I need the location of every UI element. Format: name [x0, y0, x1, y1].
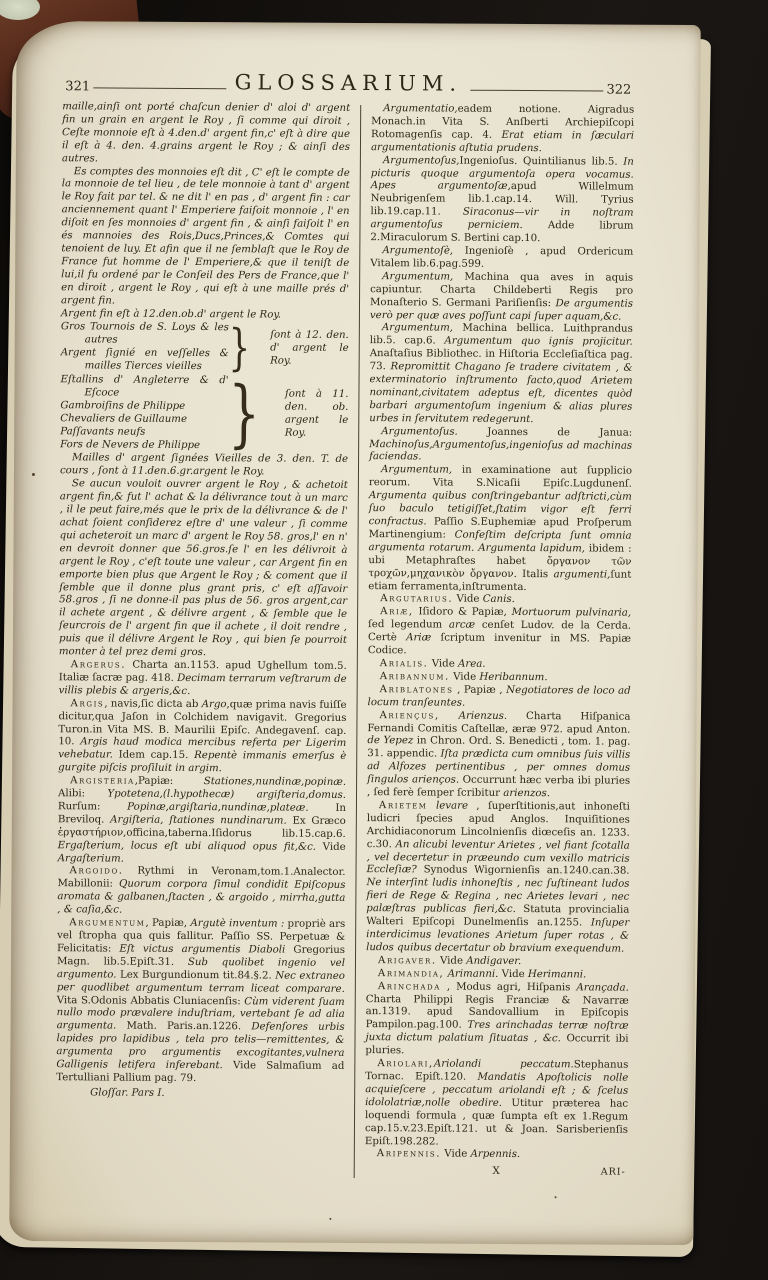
text-run: Vita S.Odonis Abbatis Cluniacenſis: — [56, 994, 245, 1007]
text-run: Arienzus. — [439, 710, 508, 722]
curly-brace-icon: } — [228, 318, 251, 377]
brace-item-list — [61, 322, 229, 375]
entry-headword: Arigaver. — [377, 954, 437, 967]
entry-headword: Arinchada — [377, 980, 441, 993]
entry-headword: Ariæ, — [380, 606, 414, 618]
text-run: Vide — [316, 841, 346, 853]
text-run: Argumentum, — [380, 464, 453, 476]
text-run: Argis haud modica mercibus referta per Ligerim vehebatur. — [58, 736, 347, 761]
text-run: Ergaſterium, locus eſt ubi aliquod opus fit,&c. — [57, 839, 317, 853]
entry-headword: Argoido. — [69, 865, 124, 878]
text-run: Heribannum. — [479, 671, 548, 684]
text-run: , navis,ſic dicta ab — [104, 698, 202, 710]
text-run: Es comptes des monnoies eſt dit , C' eſt le compte de la monnoie de tel lieu , de tele monnoie à tant d' argent le Roy fait par tel. & ne dit l' en pas , d' argent fin : car anciennement quant l' Emperiere faiſoit monnoie , l' en diſoit en ſes monnoies d' argent fin , & ainſi faiſoit l' en és mannoies des Rois,Ducs,Princes,& Comtes qui tenoient de luy. Et afin que il ne ſemblaſt que le Roy de France fut homme de l' Emperiere,& que il teniſt de lui,il fu ordené par le Conſeil des Pers de France,que l' en diroit , argent le Roy , qui eſt à une maille prés d' argent fin. — [60, 165, 350, 307]
text-run: Arançada. — [576, 981, 629, 994]
text-run: Argumenta quibus conſtringebantur adſtricti,cùm ſuo baculo tetigiſſet,ſtatim vigor eſt ferri confractus. — [368, 490, 632, 528]
text-run: Vide Salmaſium ad Tertulliani Pallium pag. 79. — [56, 1060, 345, 1085]
text-run: Iſta prædicta cum omnibus ſuis villis ad Alfozes pertinentibus , per omnes domus ſingulos arienços. — [367, 748, 631, 786]
entry-paragraph — [365, 1058, 629, 1150]
entry-paragraph — [61, 166, 350, 310]
entry-paragraph — [56, 917, 345, 1087]
entry-paragraph — [366, 800, 630, 956]
page-content — [10, 21, 701, 1180]
signature-row — [365, 1165, 628, 1180]
text-run: Machina bellica. Luithprandus lib.5. cap.6. — [369, 322, 633, 347]
text-run: Cùm viderent ſuam nullo modo prævalere induſtriam, vertebant ſe ad alia argumenta. — [56, 995, 345, 1032]
brace-item: Gambroiſins de Philippe — [60, 400, 186, 412]
text-run: Tres arinchadas terræ noſtræ juxta dictum palatium ſituatas , &c. — [365, 1020, 629, 1045]
text-run: Vide — [453, 594, 483, 606]
entry-headword: Arietem — [378, 800, 428, 812]
book-page — [9, 21, 700, 1245]
entry-headword: Ariençus, — [379, 709, 440, 722]
entry-headword: Ariolari, — [377, 1058, 434, 1070]
text-run: levare — [427, 800, 469, 812]
brace-result: ſont à 12. den. d' argent le Roy. — [270, 329, 349, 367]
text-run: Repromittit Chagano ſe tradere civitatem , & exterminatorio inſtrumento facto,quod Arietem nominant,civitatem adeptus eſt, dicentes quòd barbari argumentoſum ingenium & alias plures urbes in ſervitutem redegerunt. — [369, 361, 633, 425]
ink-speck — [555, 1196, 557, 1198]
text-run: Argumentoſè, — [382, 245, 454, 257]
entry-headword: Argisteria — [70, 775, 135, 787]
brace-item: Paſſavants neufs — [60, 425, 146, 438]
text-run: Inſuper interdicimus levationes Arietum ſuper rotas , & ludos quibus decertatur ob bravium exequendum. — [366, 917, 630, 955]
text-run: ,quæ prima navis fuiſſe dicitur,qua Jaſon in Colchidem navigavit. Gregorius Turon.in Vita MS. B. Maurilii Epiſc. Andegavenſ. cap. 10. — [58, 698, 347, 748]
brace-item: Gros Tournois de S. Loys & les autres — [60, 321, 229, 346]
text-run: Rurſum: — [57, 801, 128, 813]
entry-paragraph — [369, 322, 633, 427]
text-run: Synodus Wigornienſis an.1240.can.38. — [416, 864, 630, 878]
entry-headword: Arimandia, — [377, 967, 445, 980]
text-run: Quorum corpora ſimul condidit Epiſcopus aromata & galbanen,ſtacten , & argoido , mirrha,gutta , & caſia,&c. — [57, 878, 346, 916]
text-run: Defenſores urbis lapides pro lapidibus , tela pro telis—remittentes, & argumenta pro argumentis excogitantes,vulnera Galligenis letifera inferebant. — [56, 1021, 345, 1072]
column-number-right: 322 — [606, 82, 632, 98]
entry-paragraph — [370, 245, 633, 272]
text-run: arienzos. — [503, 787, 551, 800]
right-text-column — [365, 103, 635, 1180]
brace-item: Fors de Nevers de Philippe — [60, 438, 201, 451]
entry-paragraph — [365, 1148, 628, 1163]
text-run: in Chron. Ord. S. Benedicti , tom. 1. pag. 31. appendic. — [367, 735, 631, 760]
text-run: Vide — [498, 968, 528, 980]
text-run: arcæ — [448, 619, 476, 631]
text-run: Occurrit ibi pluries. — [365, 1033, 629, 1057]
text-run: In picturis quoque argumentoſa opera vocamus. Apes argumentoſæ, — [370, 156, 634, 193]
text-run: ſunt etiam ferramenta,inſtrumenta. — [368, 569, 632, 593]
text-run: Math. Paris.an.1226. — [116, 1020, 252, 1033]
entry-headword: Aripennis. — [376, 1148, 442, 1160]
brace-item: Chevaliers de Guillaume — [60, 412, 188, 425]
catchword: ARI- — [600, 1166, 626, 1178]
text-run: Mandatis Apoſtolicis nolle acquieſcere , peccatum ariolandi eſt ; & ſcelus idololatriæ,nolle obedire. — [365, 1071, 629, 1109]
text-run: Lex Burgundionum tit.84.§.2. — [116, 969, 276, 982]
text-run: Argumentum quo ignis projicitur. — [444, 335, 633, 349]
entry-paragraph — [57, 866, 345, 919]
text-run: Arimanni. — [444, 968, 499, 980]
entry-paragraph — [60, 453, 348, 481]
column-number-left: 321 — [65, 79, 91, 95]
text-run: Joannes de Janua: — [457, 426, 633, 439]
page-header — [62, 70, 634, 98]
running-title: GLOSSARIUM. — [234, 70, 463, 96]
text-run: Charta an.1153. apud Ughellum tom.5. Italiæ ſacræ pag. 418. — [58, 659, 347, 684]
entry-paragraph — [368, 684, 631, 711]
text-run: Ingenioſus. Quintilianus lib.5. — [459, 155, 624, 168]
entry-headword: Aribannum. — [379, 671, 450, 683]
text-run: Idem cap.15. — [112, 749, 195, 762]
text-run: Eſt victus argumentis Diaboli — [119, 943, 286, 956]
text-run: , Papiæ , — [453, 684, 507, 696]
entry-paragraph — [58, 775, 347, 867]
text-run: Ypotetena,(l.hypothecæ) argiſteria,domus. — [107, 788, 347, 801]
text-run: Machina qua aves in aquis capiuntur. Charta Childeberti Regis pro Monaſterio S. Germani Pariſienſis: — [369, 271, 634, 309]
text-run: Argumentum, — [382, 270, 454, 283]
text-run: An alicubi leventur Arietes , vel fiant ſcotalla , vel decertetur in præeundo cum vexillo matricis Eccleſiæ? — [366, 838, 630, 876]
text-run: , Modus agri, Hiſpanis — [440, 981, 577, 993]
text-run: in examinatione aut ſupplicio reorum. Vita S.Nicaſii Epiſc.Lugdunenſ. — [368, 464, 633, 490]
text-run: Vide — [449, 671, 480, 683]
text-run: propriè ars vel ſtropha qua quis fallitur. Paſſio SS. Perpetuæ & Felicitatis: — [57, 918, 346, 955]
text-run: Ne interſint ludis inhoneſtis , nec ſuſtineant ludos fieri de Rege & Regina , nec Arietes levari , nec palæſtras publicas fieri,&c. — [366, 877, 630, 916]
signature-mark: X — [492, 1166, 500, 1178]
entry-paragraph — [61, 308, 349, 323]
text-columns — [56, 101, 635, 1180]
text-run: de Yepez — [367, 735, 414, 747]
text-run: , ſuperſtitionis,aut inhoneſti ludicri ſpecies apud Anglos. Inquiſitiones Archidiaconorum Lincolnienſis diœceſis an. 1233. c.30. — [366, 800, 630, 850]
text-run: ſed legendum — [368, 619, 449, 631]
entry-paragraph — [370, 155, 634, 247]
text-run: Charta Philippi Regis Franciæ & Navarræ an.1319. apud Sandovallium in Epiſcopis Pampilon.pag.100. — [365, 993, 629, 1032]
entry-paragraph — [59, 659, 347, 699]
entry-headword: Arialis. — [379, 658, 429, 670]
text-run: maille,ainſi ont porté chaſcun denier d' aloi d' argent fin un grain en argent le Roy , ſi comme qui diroit , Ceſte monnoie eſt à 4.den.d' argent fin,c' eſt à dire que il eſt à 4. den. 4.grains argent le Roy ; & ainſi des autres. — [61, 101, 351, 165]
entry-paragraph — [371, 103, 634, 156]
text-run: Iſidoro & Papiæ, — [413, 606, 512, 619]
curly-brace-icon: } — [228, 371, 261, 457]
text-run: argumenti, — [553, 568, 611, 581]
text-run: Argo — [201, 698, 227, 710]
brace-result: ſont à 11. den. ob. argent le Roy. — [284, 388, 349, 439]
entry-paragraph — [369, 426, 632, 466]
text-run: Sub quolibet ingenio vel argumento. — [56, 956, 346, 981]
text-run: Ariolandi peccatum. — [433, 1058, 574, 1071]
text-run: Herimanni. — [527, 968, 587, 981]
text-run: Argumentoſus. — [381, 425, 458, 438]
text-run: Erat etiam in ſæculari argumentationis aſtutia prudens. — [370, 129, 635, 154]
text-run: ſcriptum invenitur in MS. Papiæ Codice. — [367, 632, 631, 657]
brace-item: Eſtallins d' Angleterre & d' Eſcoce — [60, 374, 229, 399]
text-run: Rythmi in Veronam,tom.1.Analector. Mabillonii: — [57, 866, 346, 890]
signature-line: Gloſſar. Pars I. — [90, 1087, 165, 1099]
text-run: Ingenioſè , apud Ordericum Vitalem lib.6.pag.599. — [370, 245, 634, 270]
text-run: ,Papiæ: — [134, 775, 204, 788]
text-run: Popinæ,argiſtaria,nundinæ,plateæ. — [127, 801, 309, 814]
brace-group — [60, 318, 349, 377]
text-run: Canis. — [482, 594, 515, 606]
brace-item: Argent ſignié en veſſelles & mailles Tierces vieilles — [60, 347, 229, 373]
text-run: Area. — [457, 658, 486, 670]
text-run: Paſſio S.Euphemiæ apud Proſperum Martinengium: — [368, 516, 632, 541]
left-text-column — [56, 101, 351, 1178]
text-run: Confeſtim deſcripta ſunt omnia argumenta rotarum. Argumenta lapidum, — [368, 529, 632, 555]
text-run: Argaſterium. — [57, 852, 124, 865]
brace-item-list — [60, 374, 228, 452]
entry-paragraph — [365, 981, 628, 1060]
text-run: Mortuorum pulvinaria, — [511, 607, 632, 620]
entry-headword: Ariblatones — [379, 683, 454, 696]
entry-paragraph — [59, 478, 348, 660]
ink-speck — [329, 1218, 331, 1220]
text-run: Mailles d' argent ſignées Vieilles de 3. den. T. de cours , ſont à 11.den.6.gr.argent le Roy. — [59, 452, 349, 478]
entry-paragraph — [368, 464, 632, 595]
text-run: Ariæ — [406, 632, 432, 644]
ink-speck — [32, 473, 35, 476]
text-run: Adde librum 2.Miraculorum S. Bertini cap.10. — [370, 220, 634, 245]
text-run: In Breviloq. — [57, 802, 346, 826]
text-run: Occurrunt hæc verba ibi pluries , ſed ferè ſemper ſcribitur — [366, 774, 631, 799]
column-divider-rule — [354, 105, 362, 1178]
text-run: Vide — [428, 658, 459, 670]
text-run: Argumentoſus, — [382, 154, 460, 167]
text-run: Argent fin eſt à 12.den.ob.d' argent le Roy. — [60, 307, 282, 321]
text-run: Siraconus—vir in noſtram argumentoſus perniciem. — [370, 206, 634, 232]
text-run: Statuta provincialia Walteri Epiſcopi Dunelmenſis an.1255. — [366, 904, 630, 929]
entry-paragraph — [58, 698, 346, 777]
text-run: Se aucun vouloit ouvrer argent le Roy , & achetoit argent fin,& fut l' achat & la délivrance tout à un marc , il le peut faire,més que le prix de la délivrance & de l' achat ſoient conſiderez eſtre d' une valeur , ſi comme qui acheteroit un marc d' argent le Roy 58. gros,l' en n' en devroit donner que 56.gros.ſe l' en les délivroit à argent le Roy , c'eſt toute une valeur , car Argent fin en emporte bien plus que Argent le Roy ; & coment que il ſemble que il donne plus grant pris, c' eſt aſſavoir 58.gros , ſi ne donne-il pas plus de 56. gros argent,car il achete argent , & délivre argent , & ſemble que le ſeurcrois de l' argent fin que il achete , il doit rendre , puis que il délivre Argent le Roy , qui bien ſe pourroit monter à tel prez demi gros. — [58, 478, 348, 659]
text-run: Stationes,nundinæ,popinæ. — [203, 776, 347, 789]
text-run: Gregorius Magn. lib.5.Epiſt.31. — [56, 944, 346, 968]
text-run: ibidem : ubi Metaphraſtes habet ὄργανον τῶν τροχῶν,μηχανικὸν ὄργανον. Italis — [368, 543, 632, 580]
text-run: Argutè inventum : — [190, 918, 285, 930]
text-run: Ex Græco ἐργαστήριον,officina,taberna.Iſidorus lib.15.cap.6. — [57, 815, 346, 840]
text-run: , Papiæ, — [145, 917, 191, 930]
header-rule-right — [470, 90, 603, 92]
entry-paragraph — [368, 606, 631, 659]
text-run: Anaſtaſius Bibliothec. in Hiſtoria Eccleſiaſtica pag. 73. — [369, 348, 633, 373]
text-run: Vide — [436, 955, 467, 967]
text-run: Negotiatores de loco ad locum tranſeuntes. — [367, 684, 631, 709]
text-run: De argumentis verò per quæ aves poſſunt capi ſuper aquam,&c. — [369, 297, 634, 323]
text-run: Alibi: — [57, 788, 108, 800]
brace-group — [60, 371, 349, 457]
text-run: Decimam terrarum veſtrarum de villis plebis & argeris,&c. — [58, 672, 347, 697]
text-run: Andigaver. — [466, 955, 522, 967]
text-run: Machinoſus,Argumentoſus,ingenioſus ad machinas faciendas. — [369, 438, 633, 463]
entry-headword: Argerus. — [70, 659, 127, 671]
entry-headword: Argis — [70, 697, 105, 710]
text-run: Stephanus Tornac. Epiſt.120. — [365, 1059, 629, 1083]
header-rule-left — [93, 87, 226, 89]
text-run: Nec extraneo per quodlibet argumentum terram liceat comparare. — [56, 970, 345, 995]
text-run: Argiſteria, ſtationes nundinarum. — [110, 814, 287, 827]
text-run: Argumentum, — [381, 322, 454, 334]
text-run: apud Willelmum Neubrigenſem lib.1.cap.14. Will. Tyrius lib.19.cap.11. — [370, 181, 634, 218]
text-run: Arpennis. — [470, 1149, 521, 1161]
text-run: Argumentatio, — [383, 103, 458, 115]
text-run: Vide — [441, 1148, 471, 1161]
entry-paragraph — [370, 271, 633, 324]
text-run: eadem notione. Aigradus Monach.in Vita S. Anſberti Archiepiſcopi Rotomagenſis cap. 4. — [371, 103, 635, 141]
text-run: Utitur præterea hac loquendi formula , quæ ſumpta eſt ex 1.Regum cap.15.v.23.Epiſt.121. ut & Joan. Sarisberienſis Epiſt.198.282. — [364, 1097, 629, 1148]
text-run: Charta Hiſpanica Fernandi Comitis Caſtellæ, æræ 972. apud Anton. — [367, 710, 631, 736]
entry-paragraph — [367, 710, 631, 802]
entry-headword: Argumentum — [69, 917, 146, 929]
text-run: Repentè immanis emerſus è gurgite piſcis proſiluit in argim. — [58, 750, 347, 775]
text-run: cenſet Ludov. de la Cerda. Certè — [367, 619, 632, 644]
entry-headword: Argutarius. — [380, 593, 454, 606]
entry-paragraph — [62, 101, 350, 167]
